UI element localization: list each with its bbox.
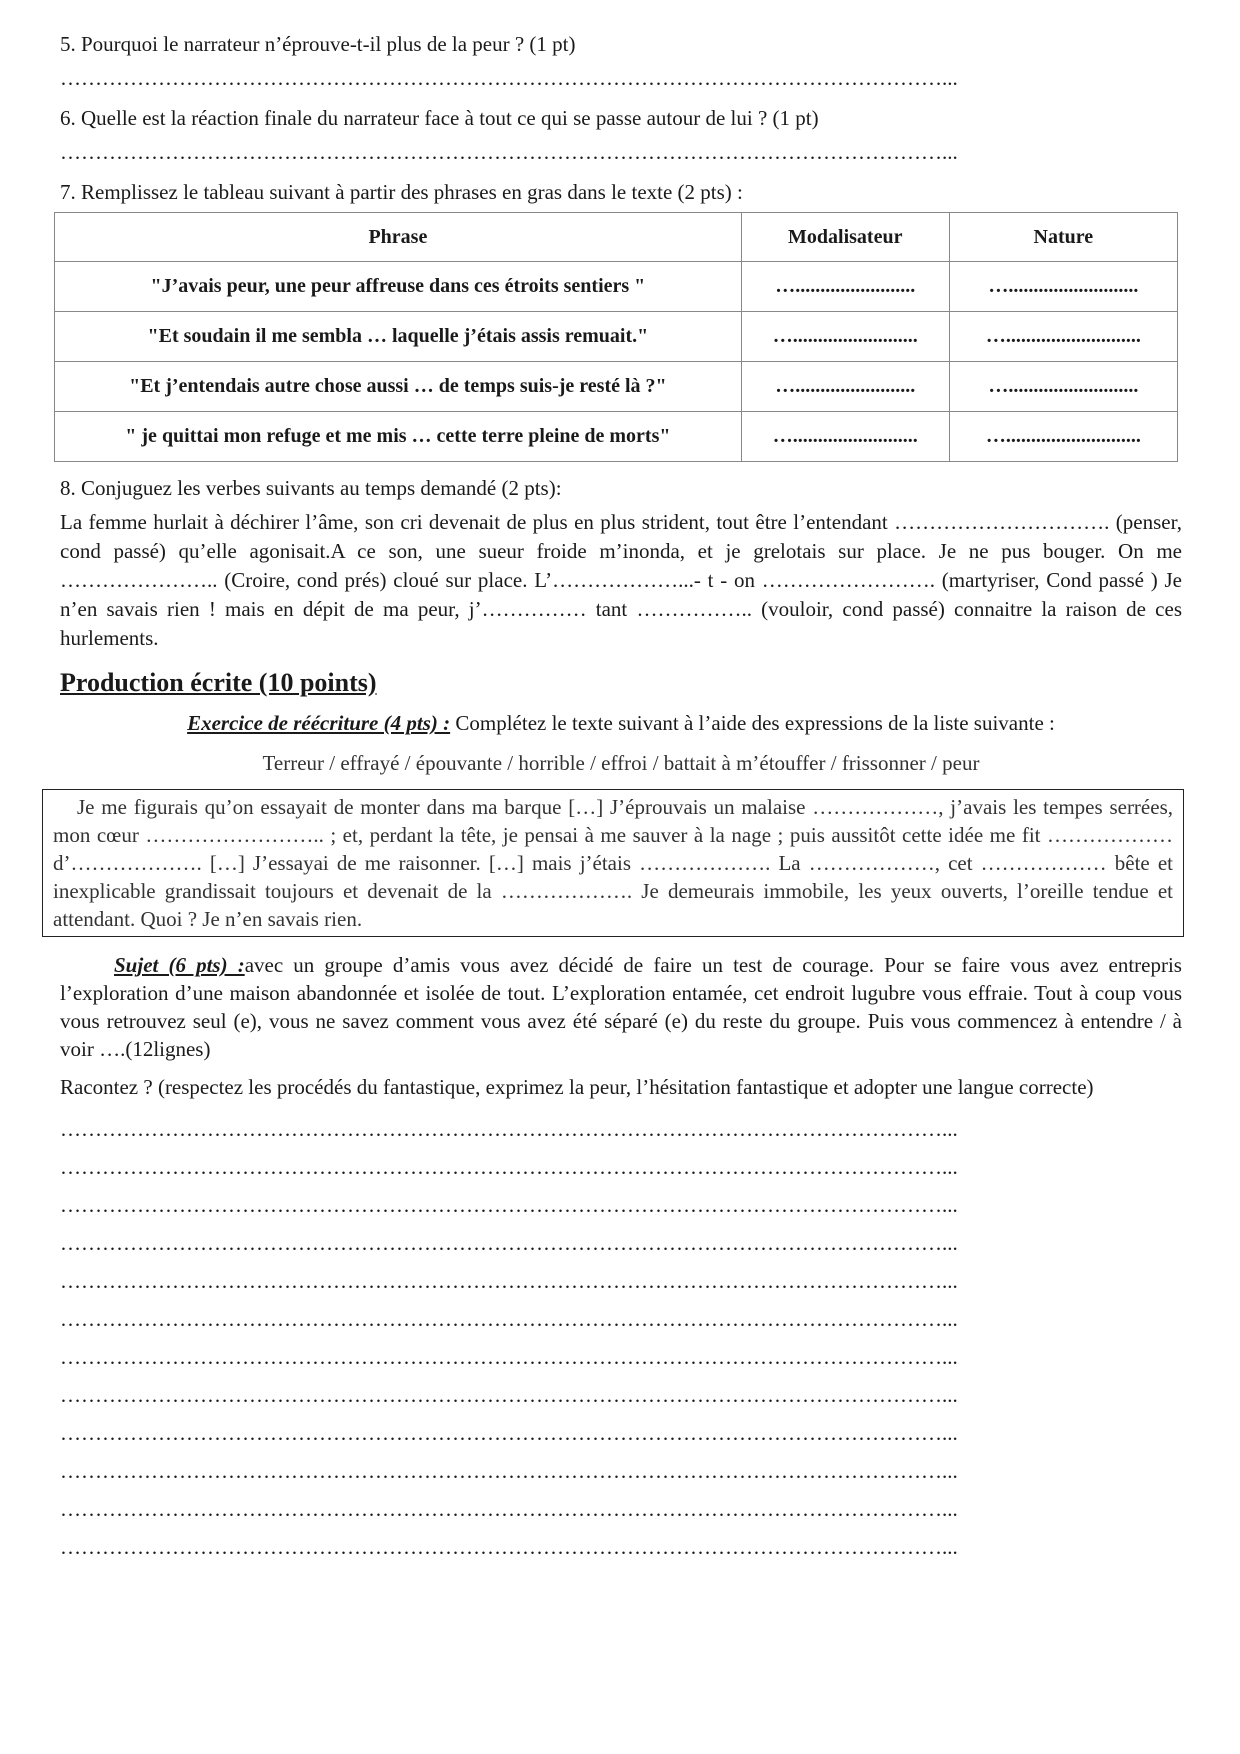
writing-line[interactable]: ………………………………………………………………………………………………………………... <box>60 1155 958 1179</box>
worksheet-page <box>53 30 1182 1571</box>
table-cell-phrase: " je quittai mon refuge et me mis … cette terre pleine de morts" <box>55 412 742 462</box>
writing-line[interactable]: ………………………………………………………………………………………………………………... <box>60 1383 958 1407</box>
writing-line[interactable]: ………………………………………………………………………………………………………………... <box>60 1269 958 1293</box>
word-list: Terreur / effrayé / épouvante / horrible / effroi / battait à m’étouffer / frissonner / peur <box>262 751 980 775</box>
writing-line[interactable]: ………………………………………………………………………………………………………………... <box>60 1193 958 1217</box>
table-cell-modalisateur[interactable]: …........................ <box>741 362 949 412</box>
table-row <box>55 262 1178 312</box>
table-row <box>55 362 1178 412</box>
writing-line[interactable]: ………………………………………………………………………………………………………………... <box>60 1459 958 1483</box>
rewriting-text-box <box>42 789 1184 937</box>
writing-line[interactable]: ………………………………………………………………………………………………………………... <box>60 1117 958 1141</box>
table-header-nature: Nature <box>949 213 1177 262</box>
production-title: Production écrite (10 points) <box>60 668 377 697</box>
table-cell-nature[interactable]: …........................... <box>949 312 1177 362</box>
table-cell-nature[interactable]: …........................... <box>949 412 1177 462</box>
table-cell-nature[interactable]: ….......................... <box>949 362 1177 412</box>
table-row <box>55 412 1178 462</box>
table-header-phrase: Phrase <box>55 213 742 262</box>
rewriting-text: Je me figurais qu’on essayait de monter dans ma barque […] J’éprouvais un malaise ………………, j’avais les tempes serrées, mon cœur …………………….. ; et, perdant la tête, je pensai à me sauver à la nage ; puis aussitôt cette idée me fit ……………… d’………………. […] J’essayai de me raisonner. […] mais j’étais ………………. La ………………, cet ……………… bête et inexplicable grandissait toujours et devenait de la ………………. Je demeurais immobile, les yeux ouverts, l’oreille tendue et attendant. Quoi ? Je n’en savais rien. <box>53 795 1173 931</box>
question-6: 6. Quelle est la réaction finale du narrateur face à tout ce qui se passe autour de lui ? (1 pt) <box>60 106 819 130</box>
racontez-instruction: Racontez ? (respectez les procédés du fantastique, exprimez la peur, l’hésitation fantastique et adopter une langue correcte) <box>60 1075 1094 1099</box>
writing-line[interactable]: ………………………………………………………………………………………………………………... <box>60 1231 958 1255</box>
exercice-label: Exercice de réécriture (4 pts) : <box>187 711 451 735</box>
question-8: 8. Conjuguez les verbes suivants au temps demandé (2 pts): <box>60 476 562 500</box>
writing-line[interactable]: ………………………………………………………………………………………………………………... <box>60 1535 958 1559</box>
table-cell-modalisateur[interactable]: …......................... <box>741 412 949 462</box>
table-cell-modalisateur[interactable]: …........................ <box>741 262 949 312</box>
table-cell-nature[interactable]: ….......................... <box>949 262 1177 312</box>
table-cell-phrase: "Et soudain il me sembla … laquelle j’étais assis remuait." <box>55 312 742 362</box>
writing-lines <box>60 1115 1182 1571</box>
table-cell-phrase: "Et j’entendais autre chose aussi … de temps suis-je resté là ?" <box>55 362 742 412</box>
question-7: 7. Remplissez le tableau suivant à partir des phrases en gras dans le texte (2 pts) : <box>60 180 743 204</box>
table-cell-phrase: "J’avais peur, une peur affreuse dans ces étroits sentiers " <box>55 262 742 312</box>
answer-line-q5[interactable]: ………………………………………………………………………………………………………………... <box>60 66 958 90</box>
exercice-instruction <box>60 709 1182 737</box>
table-header-modalisateur: Modalisateur <box>741 213 949 262</box>
table-cell-modalisateur[interactable]: …......................... <box>741 312 949 362</box>
answer-line-q6[interactable]: ………………………………………………………………………………………………………………... <box>60 140 958 164</box>
writing-line[interactable]: ………………………………………………………………………………………………………………... <box>60 1307 958 1331</box>
question-5: 5. Pourquoi le narrateur n’éprouve-t-il plus de la peur ? (1 pt) <box>60 32 576 56</box>
writing-line[interactable]: ………………………………………………………………………………………………………………... <box>60 1345 958 1369</box>
writing-line[interactable]: ………………………………………………………………………………………………………………... <box>60 1421 958 1445</box>
writing-line[interactable]: ………………………………………………………………………………………………………………... <box>60 1497 958 1521</box>
modalisateur-table <box>54 212 1178 462</box>
table-row <box>55 312 1178 362</box>
sujet-label: Sujet (6 pts) : <box>114 953 245 977</box>
exercice-text: Complétez le texte suivant à l’aide des expressions de la liste suivante : <box>450 711 1055 735</box>
sujet-text: avec un groupe d’amis vous avez décidé de faire un test de courage. Pour se faire vous avez entrepris l’exploration d’une maison abandonnée et isolée de tout. L’exploration entamée, cet endroit lugubre vous effraie. Tout à coup vous vous retrouvez seul (e), vous ne savez comment vous avez été séparé (e) du reste du groupe. Puis vous commencez à entendre / à voir ….(12lignes) <box>60 953 1182 1061</box>
sujet-paragraph <box>60 951 1182 1063</box>
conjugation-text: La femme hurlait à déchirer l’âme, son cri devenait de plus en plus strident, tout être l’entendant …………………………. (penser, cond passé) qu’elle agonisait.A ce son, une sueur froide m’inonda, et je grelotais sur place. Je ne pus bouger. On me ………………….. (Croire, cond prés) cloué sur place. L’………………...- t - on ……………………. (martyriser, Cond passé ) Je n’en savais rien ! mais en dépit de ma peur, j’…………… tant …………….. (vouloir, cond passé) connaitre la raison de ces hurlements. <box>60 510 1182 650</box>
